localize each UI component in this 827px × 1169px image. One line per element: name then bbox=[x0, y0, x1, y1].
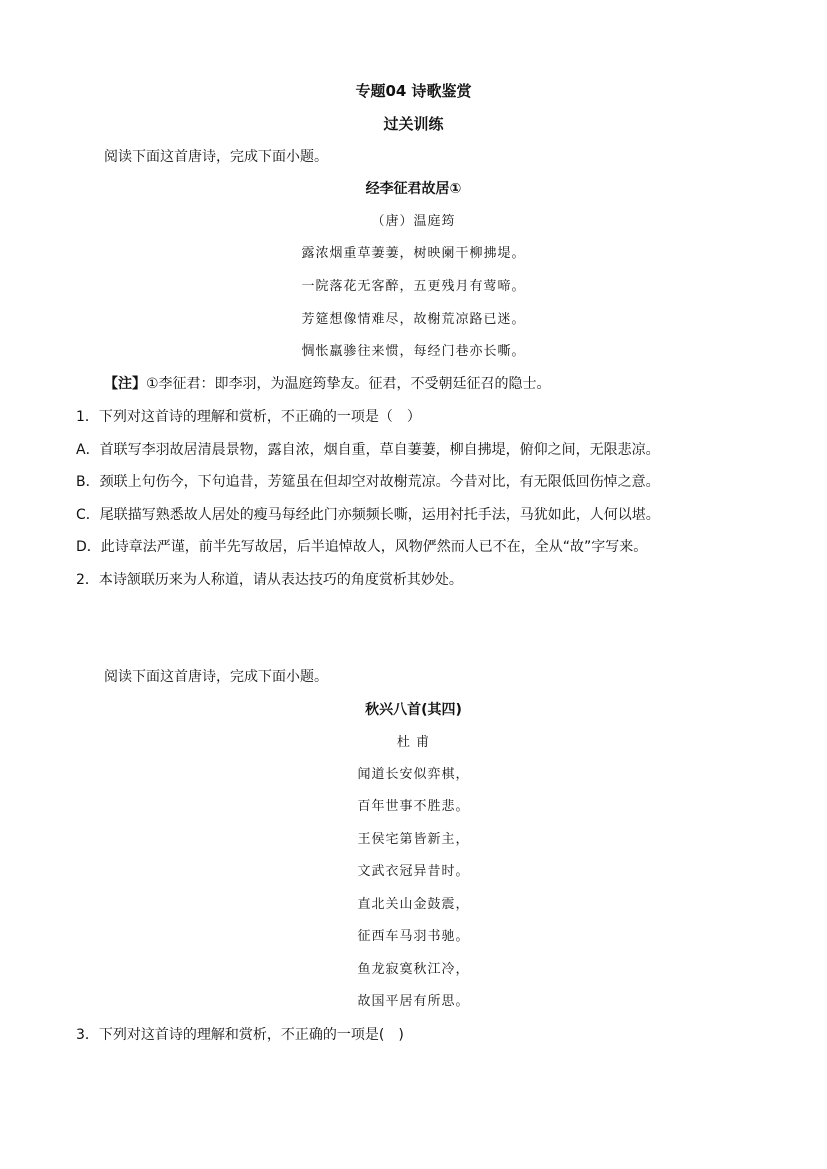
poem2-line: 直北关山金鼓震， bbox=[357, 897, 470, 912]
poem2-line: 王侯宅第皆新主， bbox=[357, 832, 470, 847]
poem1-line: 芳筵想像情难尽，故榭荒凉路已迷。 bbox=[301, 312, 526, 327]
option-b: B．颈联上句伤今，下句追昔，芳筵虽在但却空对故榭荒凉。今昔对比，有无限低回伤悼之意。 bbox=[76, 474, 660, 490]
section2-intro: 阅读下面这首唐诗，完成下面小题。 bbox=[104, 669, 328, 685]
question-3: 3．下列对这首诗的理解和赏析，不正确的一项是( ) bbox=[76, 1027, 404, 1043]
poem1-author: （唐）温庭筠 bbox=[371, 214, 456, 229]
poem2-line: 闻道长安似弈棋， bbox=[357, 767, 470, 782]
page-title: 专题04 诗歌鉴赏 bbox=[355, 82, 472, 100]
question-1: 1．下列对这首诗的理解和赏析，不正确的一项是（ ） bbox=[76, 409, 421, 425]
option-d: D．此诗章法严谨，前半先写故居，后半追悼故人，风物俨然而人已不在，全从“故”字写来。 bbox=[76, 539, 648, 555]
poem1-line: 一院落花无客醉，五更残月有莺啼。 bbox=[301, 279, 526, 294]
note-label: 【注】 bbox=[104, 376, 146, 392]
poem1-line: 露浓烟重草萋萋，树映阑干柳拂堤。 bbox=[301, 246, 526, 261]
poem2-line: 故国平居有所思。 bbox=[357, 994, 470, 1009]
poem2-line: 文武衣冠异昔时。 bbox=[357, 864, 470, 879]
poem2-line: 征西车马羽书驰。 bbox=[357, 929, 470, 944]
option-a: A．首联写李羽故居清晨景物，露自浓，烟自重，草自萋萋，柳自拂堤，俯仰之间，无限悲凉。 bbox=[76, 442, 660, 458]
poem1-line: 惆怅羸骖往来惯，每经门巷亦长嘶。 bbox=[301, 344, 526, 359]
question-2: 2．本诗颔联历来为人称道，请从表达技巧的角度赏析其妙处。 bbox=[76, 572, 463, 588]
poem2-author: 杜 甫 bbox=[396, 735, 431, 750]
poem2-line: 百年世事不胜悲。 bbox=[357, 799, 470, 814]
note-text: ①李征君：即李羽，为温庭筠挚友。征君，不受朝廷征召的隐士。 bbox=[146, 376, 551, 392]
poem1-note bbox=[104, 374, 551, 394]
page-subtitle: 过关训练 bbox=[383, 115, 444, 133]
poem2-title: 秋兴八首(其四) bbox=[365, 702, 462, 718]
option-c: C．尾联描写熟悉故人居处的瘦马每经此门亦频频长嘶，运用衬托手法，马犹如此，人何以堪。 bbox=[76, 507, 660, 523]
poem2-line: 鱼龙寂寞秋江冷， bbox=[357, 962, 470, 977]
section1-intro: 阅读下面这首唐诗，完成下面小题。 bbox=[104, 149, 328, 165]
poem1-title: 经李征君故居① bbox=[365, 181, 462, 197]
